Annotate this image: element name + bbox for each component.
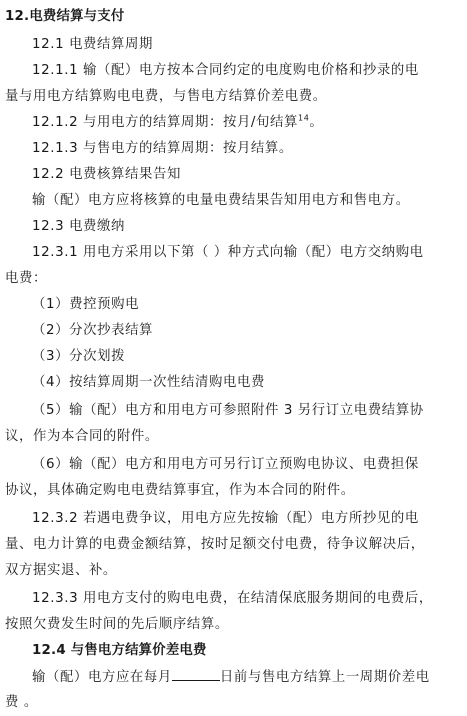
payment-option-2: （2）分次抄表结算 xyxy=(32,323,154,338)
clause-12-3-3-line1: 12.3.3 用电方支付的购电电费，在结清保底服务期间的电费后， xyxy=(32,591,433,606)
clause-12-1-heading: 12.1 电费结算周期 xyxy=(32,37,154,52)
clause-12-3-1-line2: 电费： xyxy=(5,271,47,286)
payment-option-6-line2: 协议，具体确定购电电费结算事宜，作为本合同的附件。 xyxy=(5,483,355,498)
clause-12-1-2-end: 。 xyxy=(309,115,324,130)
clause-12-3-heading: 12.3 电费缴纳 xyxy=(32,219,126,234)
clause-12-4-heading: 12.4 与售电方结算价差电费 xyxy=(32,643,207,658)
clause-12-3-3-line2: 按照欠费发生时间的先后顺序结算。 xyxy=(5,617,229,632)
clause-12-4-text-before-blank: 输（配）电方应在每月 xyxy=(32,670,172,685)
clause-12-4-text-after-blank: 日前与售电方结算上一周期价差电 xyxy=(219,670,430,685)
clause-12-1-1-line1: 12.1.1 输（配）电方按本合同约定的电度购电价格和抄录的电 xyxy=(32,63,419,78)
clause-12-1-2 xyxy=(0,114,467,132)
payment-option-5-line2: 议，作为本合同的附件。 xyxy=(5,429,159,444)
clause-12-1-2-text: 12.1.2 与用电方的结算周期：按月/旬结算 xyxy=(32,115,299,130)
clause-12-4-body-line1 xyxy=(0,668,467,686)
clause-12-3-1-line1: 12.3.1 用电方采用以下第（ ）种方式向输（配）电方交纳购电 xyxy=(32,245,424,260)
clause-12-1-1-line2: 量与用电方结算购电电费，与售电方结算价差电费。 xyxy=(5,89,327,104)
payment-option-6-line1: （6）输（配）电方和用电方可另行订立预购电协议、电费担保 xyxy=(32,457,419,472)
clause-12-3-2-line2: 量、电力计算的电费金额结算，按时足额交付电费，待争议解决后， xyxy=(5,537,425,552)
payment-option-3: （3）分次划拨 xyxy=(32,349,126,364)
footnote-ref-14[interactable]: 14 xyxy=(298,113,310,123)
clause-12-2-body: 输（配）电方应将核算的电量电费结果告知用电方和售电方。 xyxy=(32,193,410,208)
payment-option-5-line1: （5）输（配）电方和用电方可参照附件 3 另行订立电费结算协 xyxy=(32,403,424,418)
payment-option-4: （4）按结算周期一次性结清购电电费 xyxy=(32,375,265,390)
clause-12-1-3: 12.1.3 与售电方的结算周期：按月结算。 xyxy=(32,141,293,156)
section-12-title: 12.电费结算与支付 xyxy=(5,9,125,24)
date-fill-blank[interactable] xyxy=(172,668,220,681)
payment-option-1: （1）费控预购电 xyxy=(32,297,140,312)
clause-12-4-body-line2: 费 。 xyxy=(5,695,38,710)
clause-12-2-heading: 12.2 电费核算结果告知 xyxy=(32,167,181,182)
clause-12-3-2-line3: 双方据实退、补。 xyxy=(5,563,117,578)
clause-12-3-2-line1: 12.3.2 若遇电费争议，用电方应先按输（配）电方所抄见的电 xyxy=(32,511,419,526)
